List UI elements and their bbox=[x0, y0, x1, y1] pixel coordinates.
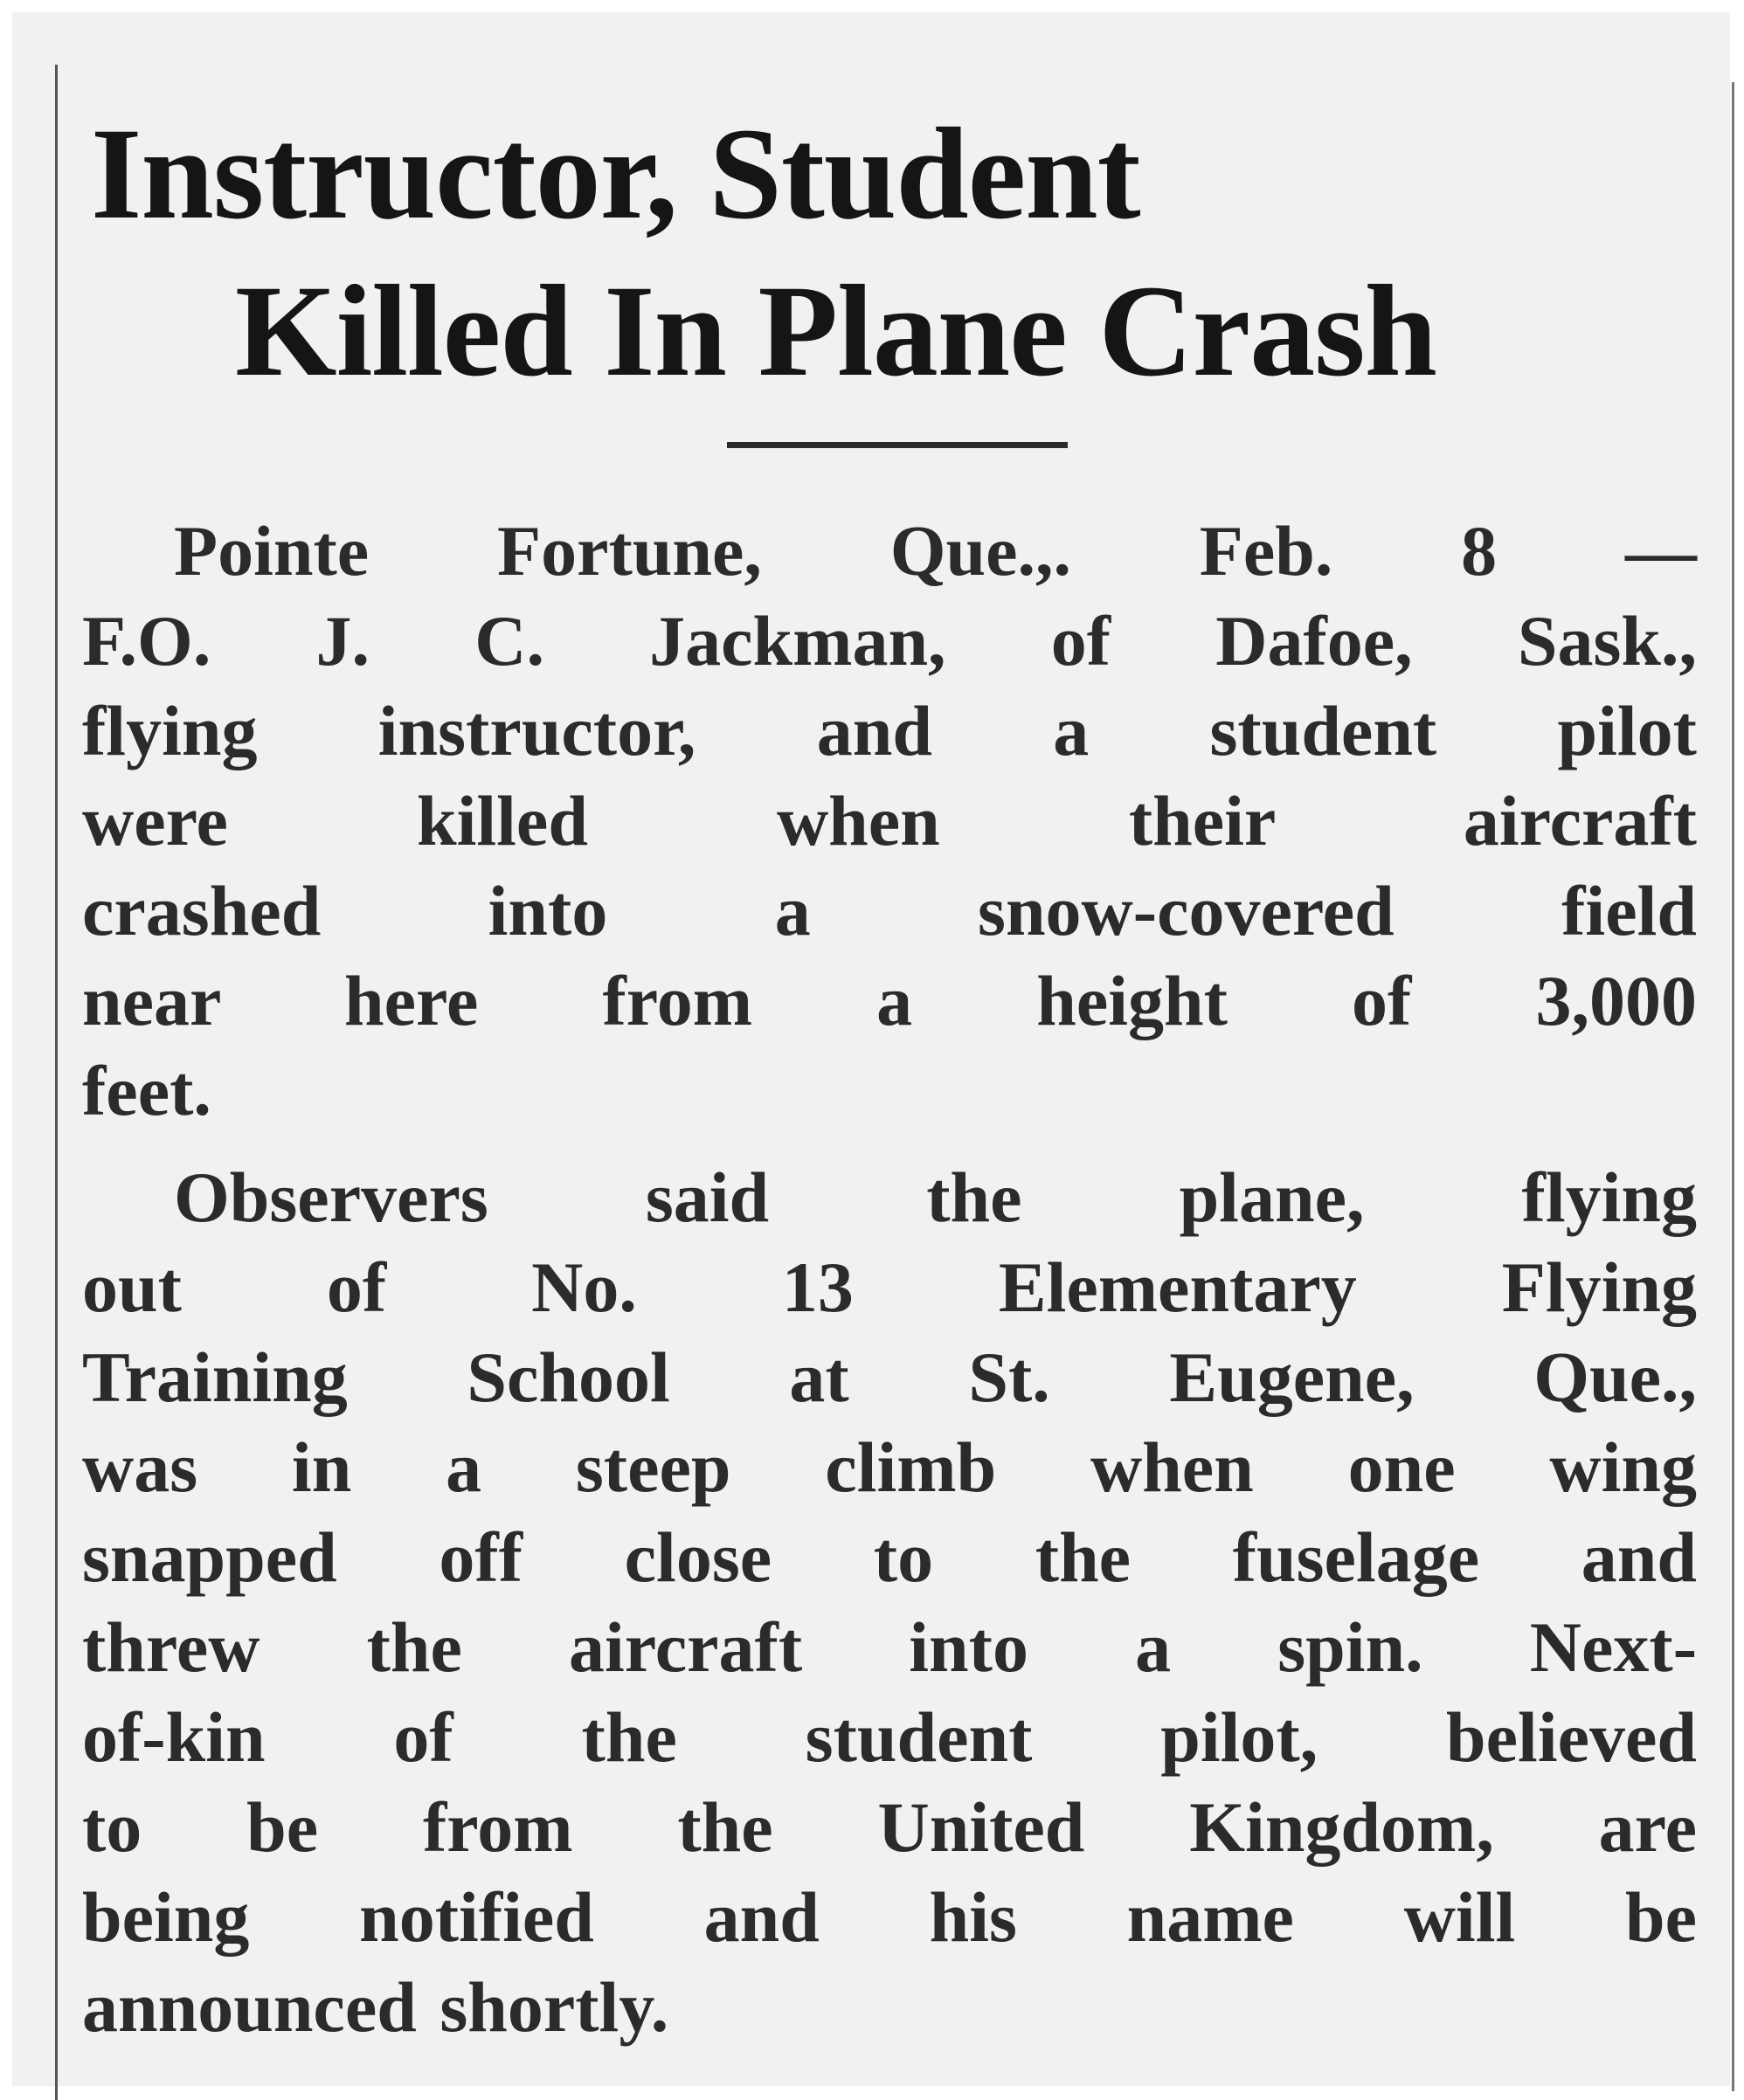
text-line: flying instructor, and a student pilot bbox=[82, 691, 1697, 770]
text-line: being notified and his name will be bbox=[82, 1877, 1697, 1957]
text-line: F.O. J. C. Jackman, of Dafoe, Sask., bbox=[82, 601, 1697, 680]
text-line: was in a steep climb when one wing bbox=[82, 1427, 1697, 1507]
text-line: threw the aircraft into a spin. Next- bbox=[82, 1607, 1697, 1687]
text-line: out of No. 13 Elementary Flying bbox=[82, 1247, 1697, 1327]
text-line: snapped off close to the fuselage and bbox=[82, 1517, 1697, 1597]
article-paragraph-1 bbox=[82, 506, 1697, 1136]
text-line: Training School at St. Eugene, Que., bbox=[82, 1337, 1697, 1417]
text-line: feet. bbox=[82, 1051, 211, 1130]
article-paragraph-2 bbox=[82, 1152, 1697, 2052]
text-line: to be from the United Kingdom, are bbox=[82, 1787, 1697, 1867]
headline-divider bbox=[727, 442, 1068, 448]
text-line: Observers said the plane, flying bbox=[174, 1157, 1697, 1237]
column-rule-left bbox=[55, 65, 58, 2100]
newspaper-clipping bbox=[12, 12, 1730, 2086]
text-line: were killed when their aircraft bbox=[82, 781, 1697, 860]
headline-line-1: Instructor, Student bbox=[91, 101, 1140, 246]
text-line: Pointe Fortune, Que.,. Feb. 8 — bbox=[174, 511, 1697, 591]
headline-line-2: Killed In Plane Crash bbox=[235, 259, 1436, 404]
text-line: announced shortly. bbox=[82, 1967, 669, 2047]
text-line: of-kin of the student pilot, believed bbox=[82, 1697, 1697, 1777]
text-line: crashed into a snow-covered field bbox=[82, 871, 1697, 950]
text-line: near here from a height of 3,000 bbox=[82, 961, 1697, 1040]
